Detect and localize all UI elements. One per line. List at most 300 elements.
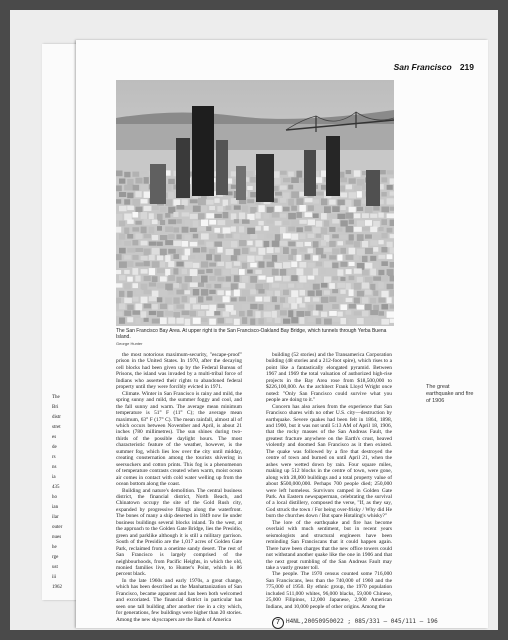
building-block	[313, 227, 321, 233]
building-block	[217, 277, 224, 282]
building-block	[337, 269, 343, 275]
building-block	[340, 205, 345, 210]
building-block	[234, 275, 240, 282]
building-block	[340, 304, 347, 310]
building-block	[308, 263, 315, 268]
building-block	[223, 241, 231, 248]
building-block	[283, 247, 289, 254]
building-block	[283, 233, 291, 238]
building-block	[198, 198, 206, 205]
building-block	[387, 311, 394, 317]
building-block	[354, 268, 362, 273]
photo-credit: George Hunter	[116, 341, 143, 346]
building-block	[209, 305, 216, 311]
building-block	[316, 221, 322, 227]
building-block	[206, 226, 211, 231]
building-block	[288, 227, 295, 232]
building-block	[214, 242, 222, 247]
building-block	[116, 254, 122, 260]
building-block	[157, 255, 163, 260]
building-block	[193, 234, 198, 239]
building-block	[157, 226, 162, 231]
building-block	[127, 317, 133, 322]
building-block	[291, 290, 298, 297]
building-block	[209, 249, 215, 255]
building-block	[255, 297, 262, 302]
building-block	[313, 241, 319, 247]
building-block	[258, 261, 264, 267]
building-block	[299, 303, 305, 307]
building-block	[283, 221, 290, 225]
building-block	[354, 311, 362, 315]
building-block	[250, 220, 257, 226]
building-block	[299, 233, 305, 239]
building-block	[182, 241, 189, 247]
photo-caption: The San Francisco Bay Area. At upper right is the San Francisco-Oakland Bay Bridge, which tunnels through Yerba Buena Island.	[116, 328, 387, 340]
building-block	[234, 305, 241, 311]
building-block	[308, 305, 314, 311]
building-block	[264, 283, 269, 290]
building-block	[242, 234, 250, 241]
building-block	[354, 200, 361, 207]
building-block	[299, 220, 306, 224]
building-block	[362, 283, 369, 289]
building-block	[390, 276, 394, 282]
building-block	[157, 268, 165, 273]
building-block	[173, 212, 178, 217]
building-block	[387, 254, 393, 259]
building-block	[116, 312, 123, 317]
underpage-fragment: de	[52, 445, 57, 450]
building-block	[119, 192, 126, 197]
building-block	[165, 199, 172, 206]
building-block	[226, 206, 232, 211]
building-block	[152, 220, 158, 225]
building-block	[381, 219, 387, 225]
building-block	[124, 241, 131, 246]
building-block	[291, 249, 297, 255]
building-block	[283, 303, 289, 308]
building-block	[349, 220, 354, 225]
building-block	[165, 226, 173, 232]
building-block	[272, 283, 280, 288]
building-block	[250, 276, 257, 283]
building-block	[182, 212, 190, 216]
building-block	[387, 297, 392, 303]
building-block	[370, 256, 376, 261]
underpage-fragment: ian	[52, 505, 59, 510]
building-block	[275, 234, 280, 241]
building-block	[370, 227, 377, 233]
building-block	[291, 303, 297, 309]
building-block	[329, 241, 336, 247]
building-block	[173, 199, 180, 205]
building-block	[168, 275, 175, 281]
underpage-fragment: 435	[52, 485, 60, 490]
building-block	[149, 311, 156, 315]
building-block	[231, 171, 236, 176]
building-block	[168, 179, 175, 184]
building-block	[305, 269, 311, 275]
building-block	[173, 227, 179, 232]
building-block	[242, 290, 250, 297]
building-block	[247, 228, 255, 235]
building-block	[193, 304, 201, 309]
building-block	[223, 227, 231, 233]
building-block	[390, 207, 394, 211]
building-block	[349, 178, 356, 184]
building-block	[201, 318, 207, 322]
building-block	[116, 214, 122, 221]
building-block	[378, 282, 383, 288]
building-block	[255, 212, 260, 218]
building-block	[332, 263, 338, 269]
building-block	[357, 221, 365, 227]
building-block	[346, 283, 351, 290]
building-block	[127, 220, 134, 224]
building-block	[381, 291, 388, 298]
building-block	[201, 247, 207, 252]
building-block	[354, 170, 361, 177]
building-block	[362, 227, 370, 231]
building-block	[217, 262, 224, 266]
building-block	[357, 191, 362, 197]
building-block	[226, 249, 234, 255]
building-block	[272, 296, 277, 302]
building-block	[332, 248, 339, 254]
building-block	[124, 172, 130, 178]
building-block	[132, 227, 139, 231]
building-block	[365, 248, 373, 254]
building-block	[340, 220, 347, 226]
building-block	[234, 219, 239, 223]
building-block	[165, 311, 173, 316]
building-block	[185, 290, 191, 294]
building-block	[255, 311, 260, 318]
building-block	[127, 261, 133, 267]
building-block	[296, 185, 301, 190]
building-block	[149, 268, 155, 275]
building-block	[239, 297, 246, 302]
building-block	[119, 179, 125, 184]
building-block	[258, 205, 264, 212]
building-block	[226, 234, 233, 238]
building-block	[264, 241, 270, 247]
building-block	[272, 227, 279, 231]
building-block	[234, 234, 240, 239]
building-block	[193, 276, 200, 282]
building-block	[132, 283, 138, 288]
building-block	[152, 248, 160, 255]
building-block	[354, 241, 360, 247]
underpage-fragment: ia	[52, 475, 56, 480]
building-block	[209, 220, 216, 225]
building-block	[127, 305, 134, 310]
building-block	[168, 234, 175, 239]
building-block	[329, 200, 336, 205]
building-block	[160, 290, 167, 297]
building-block	[349, 289, 354, 296]
building-block	[168, 291, 174, 295]
building-block	[354, 213, 361, 218]
document-page	[76, 40, 488, 628]
building-block	[242, 276, 249, 283]
building-block	[242, 248, 249, 254]
building-block	[141, 212, 147, 219]
building-block	[332, 276, 338, 280]
building-block	[275, 276, 282, 281]
building-block	[337, 312, 342, 317]
building-block	[280, 297, 285, 303]
building-block	[168, 249, 176, 254]
building-block	[316, 262, 322, 267]
building-block	[144, 177, 149, 184]
building-block	[165, 170, 170, 175]
building-block	[321, 198, 327, 205]
building-block	[308, 291, 315, 297]
building-block	[280, 214, 286, 218]
building-block	[231, 268, 238, 274]
building-block	[316, 192, 324, 196]
building-block	[296, 212, 302, 218]
building-block	[160, 220, 165, 225]
building-block	[173, 268, 178, 274]
building-block	[280, 269, 286, 276]
building-block	[296, 268, 303, 275]
building-block	[365, 304, 372, 310]
building-block	[346, 298, 353, 302]
building-block	[291, 234, 298, 240]
building-block	[190, 228, 197, 232]
building-block	[239, 213, 245, 220]
building-block	[357, 277, 363, 282]
building-block	[160, 207, 167, 212]
building-block	[305, 254, 311, 259]
paragraph: building (52 stories) and the Transamerica Corporation building (48 stories and a 212-foot spire), which rises to a point like a fantastically elongated pyramid. Between 1967 and 1969 the total valuation of authorized high-rise projects in the Bay Area rose from $18,500,000 to $226,100,000. As the architect Frank Lloyd Wright once noted: "Only San Francisco could survive what you people are doing to it."	[266, 352, 392, 404]
building-block	[291, 220, 299, 226]
building-block	[250, 247, 256, 251]
building-block	[247, 310, 252, 316]
building-block	[157, 311, 164, 317]
building-block	[332, 234, 339, 238]
building-block	[308, 317, 315, 322]
building-block	[160, 249, 167, 256]
building-block	[264, 226, 269, 231]
building-block	[267, 247, 274, 253]
building-block	[247, 283, 254, 288]
building-block	[280, 310, 287, 315]
building-block	[250, 177, 256, 183]
building-block	[250, 207, 256, 213]
building-block	[190, 298, 196, 304]
building-block	[349, 304, 356, 309]
paragraph: Concern has also arisen from the experience that San Francisco shares with no other U.S. city—destruction by earthquake. Severe quakes had been felt in 1864, 1898, and 1900, but it was not until 5:13 AM of April 18, 1906, that the rocky masses of the San Andreas Fault, the greatest fracture anywhere on the Earth's crust, heaved violently and doomed San Francisco as it then existed. The quake was followed by a fire that destroyed the centre of town and burned on until April 21, when the ashes were wetted down by rain. Four square miles, making up 512 blocks in the centre of town, were gone, along with 28,000 buildings and a total property value of about $500,000,000. Perhaps 700 people died; 250,000 were left homeless. Survivors camped in Golden Gate Park. An Eastern newspaperman, celebrating the survival of a local distillery, composed the verse, "If, as they say, God struck the town / For being over-frisky / Why did He burn the churches down / But spare Hotaling's whisky?"	[266, 403, 392, 520]
building-block	[217, 220, 225, 225]
building-block	[365, 207, 373, 214]
building-block	[242, 219, 250, 223]
building-block	[209, 290, 216, 294]
building-block	[390, 178, 394, 184]
building-block	[239, 269, 245, 275]
building-block	[206, 254, 212, 260]
building-block	[378, 227, 383, 231]
building-block	[296, 283, 303, 288]
building-block	[124, 310, 131, 316]
building-block	[365, 290, 372, 295]
building-block	[305, 226, 312, 231]
building-block	[165, 284, 173, 291]
building-block	[346, 240, 354, 244]
building-block	[291, 262, 297, 268]
building-block	[329, 227, 335, 232]
building-block	[340, 277, 345, 281]
building-block	[250, 192, 256, 197]
building-block	[387, 284, 394, 290]
building-block	[370, 269, 376, 276]
building-block	[201, 276, 208, 283]
building-block	[316, 290, 322, 296]
building-block	[255, 270, 261, 274]
building-block	[354, 186, 361, 191]
building-block	[390, 304, 394, 308]
building-block	[160, 261, 165, 267]
building-block	[209, 206, 215, 210]
building-block	[250, 234, 257, 239]
building-block	[324, 319, 332, 325]
building-block	[190, 255, 196, 259]
building-block	[346, 170, 352, 174]
building-block	[226, 262, 232, 269]
underpage-fragment: he	[52, 545, 57, 550]
building-block	[182, 296, 188, 302]
building-block	[231, 255, 237, 261]
building-block	[296, 171, 302, 178]
building-block	[231, 283, 238, 290]
building-block	[157, 242, 163, 246]
building-block	[234, 319, 240, 325]
archive-stamp: H4NL,20050950022 ; 085/331 — 045/111 — 196	[286, 618, 438, 625]
building-block	[190, 283, 198, 288]
building-block	[299, 317, 304, 324]
building-block	[291, 317, 298, 323]
building-block	[206, 311, 214, 316]
building-block	[132, 212, 138, 218]
building-block	[223, 311, 230, 317]
building-block	[283, 319, 290, 324]
building-block	[193, 289, 199, 296]
building-block	[116, 283, 123, 287]
building-block	[313, 213, 319, 218]
underpage-fragment: nues	[52, 535, 62, 540]
building-block	[127, 234, 133, 239]
building-block	[149, 255, 155, 260]
building-block	[152, 319, 160, 324]
building-block	[214, 198, 219, 203]
building-block	[127, 193, 133, 199]
building-block	[258, 289, 264, 294]
building-block	[275, 305, 280, 310]
building-block	[387, 170, 394, 174]
building-block	[206, 296, 212, 300]
building-block	[316, 205, 322, 211]
building-block	[217, 304, 224, 308]
building-block	[209, 234, 217, 240]
building-block	[329, 214, 337, 218]
building-block	[288, 199, 294, 206]
building-block	[280, 255, 287, 261]
building-block	[165, 213, 170, 218]
building-block	[135, 276, 140, 282]
text-column-left	[116, 352, 242, 623]
page-number: 219	[459, 62, 474, 72]
paragraph: The lore of the earthquake and fire has become overlaid with much sentiment, but in recent years seismologists and structural engineers have been reminding San Franciscans that it could happen again. There have been charges that the new office towers could not withstand another quake like the one in 1906 and that the next great rumbling of the San Andreas Fault may take a vastly greater toll.	[266, 519, 392, 571]
building-block	[160, 235, 167, 240]
building-block	[141, 185, 149, 191]
building-block	[149, 282, 156, 286]
building-block	[165, 297, 172, 304]
building-block	[296, 242, 303, 247]
building-block	[316, 248, 324, 255]
building-block	[190, 311, 196, 317]
building-block	[124, 228, 129, 235]
building-block	[182, 311, 190, 316]
building-block	[185, 220, 191, 227]
building-block	[116, 185, 122, 191]
building-block	[242, 317, 247, 324]
building-block	[135, 234, 142, 240]
building-block	[354, 255, 359, 260]
building-block	[157, 214, 163, 221]
building-block	[124, 214, 132, 221]
building-block	[313, 268, 318, 275]
building-block	[291, 191, 299, 198]
building-block	[149, 227, 155, 234]
building-block	[176, 318, 183, 324]
building-block	[357, 207, 363, 211]
building-block	[165, 240, 173, 245]
building-block	[217, 206, 223, 212]
building-block	[381, 319, 389, 325]
building-block	[116, 270, 121, 274]
running-header	[394, 62, 474, 72]
building-block	[141, 171, 148, 175]
building-block	[321, 240, 326, 246]
building-block	[288, 310, 293, 317]
building-block	[176, 290, 184, 295]
building-block	[124, 255, 131, 259]
building-block	[296, 297, 302, 303]
building-block	[365, 277, 373, 283]
building-block	[250, 289, 256, 294]
building-block	[346, 310, 352, 314]
building-block	[275, 178, 281, 185]
building-block	[176, 219, 181, 224]
building-block	[190, 199, 198, 203]
building-block	[255, 240, 262, 246]
building-block	[247, 214, 254, 220]
building-block	[354, 298, 360, 304]
building-block	[165, 269, 170, 276]
building-block	[190, 269, 197, 276]
building-block	[321, 268, 326, 275]
building-block	[324, 277, 331, 283]
building-block	[346, 226, 354, 232]
building-block	[324, 220, 329, 226]
building-block	[258, 276, 265, 280]
building-block	[381, 207, 389, 213]
building-block	[283, 207, 290, 212]
building-block	[223, 212, 229, 218]
